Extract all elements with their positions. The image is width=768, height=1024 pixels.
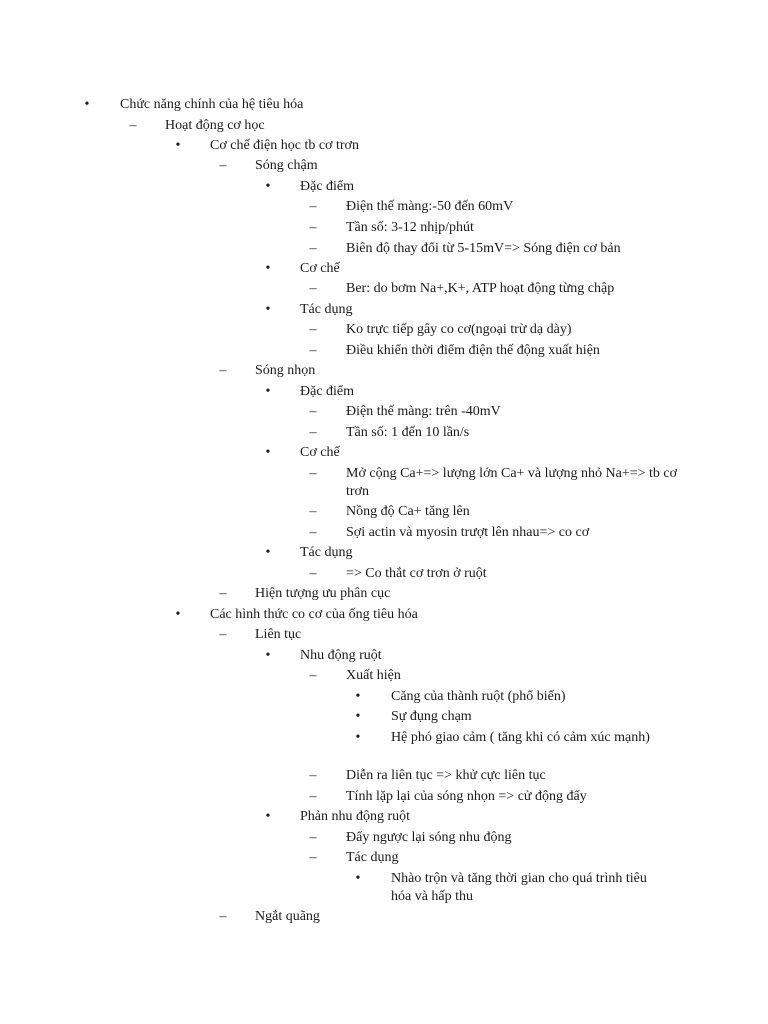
outline-item-text: Tần số: 1 đến 10 lần/s (346, 425, 470, 440)
bullet-icon: • (355, 689, 361, 704)
outline-item-text: Hiện tượng ưu phân cục (255, 586, 391, 601)
dash-icon: – (309, 220, 317, 235)
dash-icon: – (219, 586, 227, 601)
outline-item-text: Điều khiển thời điểm điện thế động xuất hiện (346, 343, 600, 358)
bullet-icon: • (355, 871, 361, 886)
dash-icon: – (309, 281, 317, 296)
bullet-icon: • (265, 384, 271, 399)
bullet-icon: • (265, 545, 271, 560)
outline-item-text: Hệ phó giao cảm ( tăng khi có cảm xúc mạnh) (391, 730, 650, 745)
dash-icon: – (309, 504, 317, 519)
bullet-icon: • (355, 709, 361, 724)
bullet-icon: • (265, 179, 271, 194)
outline-item-text: Mở cộng Ca+=> lượng lớn Ca+ và lượng nhỏ Na+=> tb cơ trơn (346, 466, 678, 499)
dash-icon: – (309, 404, 317, 419)
dash-icon: – (309, 566, 317, 581)
outline-item-text: Tác dụng (346, 850, 399, 865)
dash-icon: – (309, 525, 317, 540)
outline-item-text: Điện thế màng: trên -40mV (346, 404, 501, 419)
outline-item-text: Đẩy ngược lại sóng nhu động (346, 830, 512, 845)
bullet-icon: • (175, 607, 181, 622)
dash-icon: – (219, 363, 227, 378)
outline-item-text: Tác dụng (300, 302, 353, 317)
dash-icon: – (309, 768, 317, 783)
bullet-icon: • (265, 261, 271, 276)
dash-icon: – (309, 241, 317, 256)
outline-item-text: Sóng nhọn (255, 363, 316, 378)
outline-item-text: Đặc điểm (300, 179, 355, 194)
bullet-icon: • (175, 138, 181, 153)
dash-icon: – (309, 830, 317, 845)
outline-item-text: Diễn ra liên tục => khử cực liên tục (346, 768, 546, 783)
outline-item-text: Sợi actin và myosin trượt lên nhau=> co cơ (346, 525, 590, 540)
outline-item-text: Ngắt quãng (255, 909, 320, 924)
outline-item-text: Tính lặp lại của sóng nhọn => cử động đẩy (346, 789, 587, 804)
outline-item-text: Xuất hiện (346, 668, 401, 683)
outline-item-text: Tần số: 3-12 nhịp/phút (346, 220, 474, 235)
outline-item-text: Các hình thức co cơ của ống tiêu hóa (210, 607, 418, 622)
outline-item-text: Ber: do bơm Na+,K+, ATP hoạt động từng chập (346, 281, 615, 296)
outline-item-text: Đặc điểm (300, 384, 355, 399)
outline-item-text: Nhào trộn và tăng thời gian cho quá trình tiêu hóa và hấp thu (391, 871, 647, 904)
outline-item-text: Sự đụng chạm (391, 709, 472, 724)
dash-icon: – (219, 909, 227, 924)
outline-item-text: Cơ chế (300, 261, 340, 276)
dash-icon: – (309, 668, 317, 683)
outline-item-text: Hoạt động cơ học (165, 118, 265, 133)
bullet-icon: • (265, 445, 271, 460)
bullet-icon: • (265, 809, 271, 824)
dash-icon: – (309, 466, 317, 481)
outline-item-text: Căng của thành ruột (phổ biến) (391, 689, 566, 704)
dash-icon: – (309, 199, 317, 214)
outline-item-text: Nhu động ruột (300, 648, 382, 663)
dash-icon: – (309, 789, 317, 804)
outline-item-text: Sóng chậm (255, 158, 318, 173)
dash-icon: – (219, 627, 227, 642)
outline-item-text: Ko trực tiếp gây co cơ(ngoại trừ dạ dày) (346, 322, 572, 337)
bullet-icon: • (265, 302, 271, 317)
outline-item-text: Biên độ thay đổi từ 5-15mV=> Sóng điện cơ bản (346, 241, 621, 256)
outline-item-text: Cơ chế điện học tb cơ trơn (210, 138, 359, 153)
dash-icon: – (309, 425, 317, 440)
outline-item-text: Điện thế màng:-50 đến 60mV (346, 199, 514, 214)
outline-item-text: Chức năng chính của hệ tiêu hóa (120, 97, 304, 112)
outline-item-text: Liên tục (255, 627, 302, 642)
bullet-icon: • (84, 97, 90, 112)
bullet-icon: • (355, 730, 361, 745)
dash-icon: – (219, 158, 227, 173)
outline-item-text: Tác dụng (300, 545, 353, 560)
outline-item-text: => Co thắt cơ trơn ở ruột (346, 566, 487, 581)
outline-item-text: Nồng độ Ca+ tăng lên (346, 504, 470, 519)
dash-icon: – (309, 322, 317, 337)
bullet-icon: • (265, 648, 271, 663)
outline-item-text: Cơ chế (300, 445, 340, 460)
outline-item-text: Phản nhu động ruột (300, 809, 411, 824)
dash-icon: – (129, 118, 137, 133)
dash-icon: – (309, 850, 317, 865)
dash-icon: – (309, 343, 317, 358)
